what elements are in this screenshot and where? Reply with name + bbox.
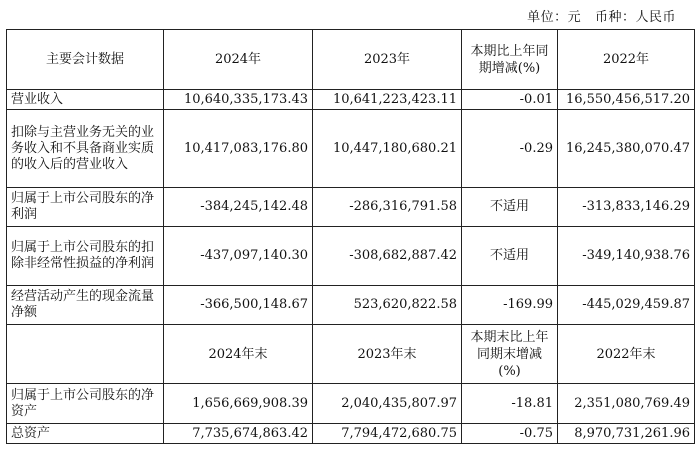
value-2024: -437,097,140.30 — [164, 227, 313, 286]
header-cell-2023-end: 2023年末 — [313, 325, 462, 384]
header-cell-blank — [7, 325, 164, 384]
value-2024: -384,245,142.48 — [164, 188, 313, 227]
value-change: -0.29 — [462, 110, 558, 188]
table-row-net-profit-excl-nonrecurring — [7, 227, 695, 286]
value-change: 不适用 — [462, 227, 558, 286]
value-2024: 1,656,669,908.39 — [164, 384, 313, 424]
value-2024: 7,735,674,863.42 — [164, 424, 313, 444]
header-cell-change: 本期比上年同期增减(%) — [462, 30, 558, 90]
header-cell-2022-end: 2022年末 — [558, 325, 695, 384]
row-label: 营业收入 — [7, 90, 164, 110]
value-2024: -366,500,148.67 — [164, 286, 313, 325]
value-2022: 2,351,080,769.49 — [558, 384, 695, 424]
value-change: 不适用 — [462, 188, 558, 227]
row-label: 归属于上市公司股东的扣除非经常性损益的净利润 — [7, 227, 164, 286]
header-cell-metric: 主要会计数据 — [7, 30, 164, 90]
table-row-net-assets — [7, 384, 695, 424]
table-row-revenue — [7, 90, 695, 110]
currency-label: 币种：人民币 — [594, 10, 676, 25]
row-label: 归属于上市公司股东的净利润 — [7, 188, 164, 227]
header-cell-2023: 2023年 — [313, 30, 462, 90]
header-cell-2024-end: 2024年末 — [164, 325, 313, 384]
value-change: -0.75 — [462, 424, 558, 444]
value-2022: 16,550,456,517.20 — [558, 90, 695, 110]
header-cell-2024: 2024年 — [164, 30, 313, 90]
row-label: 经营活动产生的现金流量净额 — [7, 286, 164, 325]
value-2023: 2,040,435,807.97 — [313, 384, 462, 424]
value-change: -18.81 — [462, 384, 558, 424]
value-2022: -313,833,146.29 — [558, 188, 695, 227]
value-2024: 10,640,335,173.43 — [164, 90, 313, 110]
row-label: 总资产 — [7, 424, 164, 444]
value-2023: 7,794,472,680.75 — [313, 424, 462, 444]
value-2022: 8,970,731,261.96 — [558, 424, 695, 444]
value-2023: -308,682,887.42 — [313, 227, 462, 286]
value-2023: 10,641,223,423.11 — [313, 90, 462, 110]
key-accounting-data-table — [6, 29, 695, 444]
table-row-adjusted-revenue — [7, 110, 695, 188]
unit-currency-line — [527, 6, 676, 25]
value-2024: 10,417,083,176.80 — [164, 110, 313, 188]
value-change: -0.01 — [462, 90, 558, 110]
value-2022: -349,140,938.76 — [558, 227, 695, 286]
header-row-annual — [7, 30, 695, 90]
value-2022: -445,029,459.87 — [558, 286, 695, 325]
table-row-total-assets — [7, 424, 695, 444]
value-change: -169.99 — [462, 286, 558, 325]
header-cell-change-end: 本期末比上年同期末增减 (%) — [462, 325, 558, 384]
header-row-year-end — [7, 325, 695, 384]
value-2022: 16,245,380,070.47 — [558, 110, 695, 188]
row-label: 归属于上市公司股东的净资产 — [7, 384, 164, 424]
table-row-net-profit — [7, 188, 695, 227]
value-2023: 523,620,822.58 — [313, 286, 462, 325]
table-row-operating-cash-flow — [7, 286, 695, 325]
unit-label: 单位：元 — [527, 10, 582, 25]
value-2023: -286,316,791.58 — [313, 188, 462, 227]
row-label: 扣除与主营业务无关的业务收入和不具备商业实质的收入后的营业收入 — [7, 110, 164, 188]
header-cell-2022: 2022年 — [558, 30, 695, 90]
value-2023: 10,447,180,680.21 — [313, 110, 462, 188]
